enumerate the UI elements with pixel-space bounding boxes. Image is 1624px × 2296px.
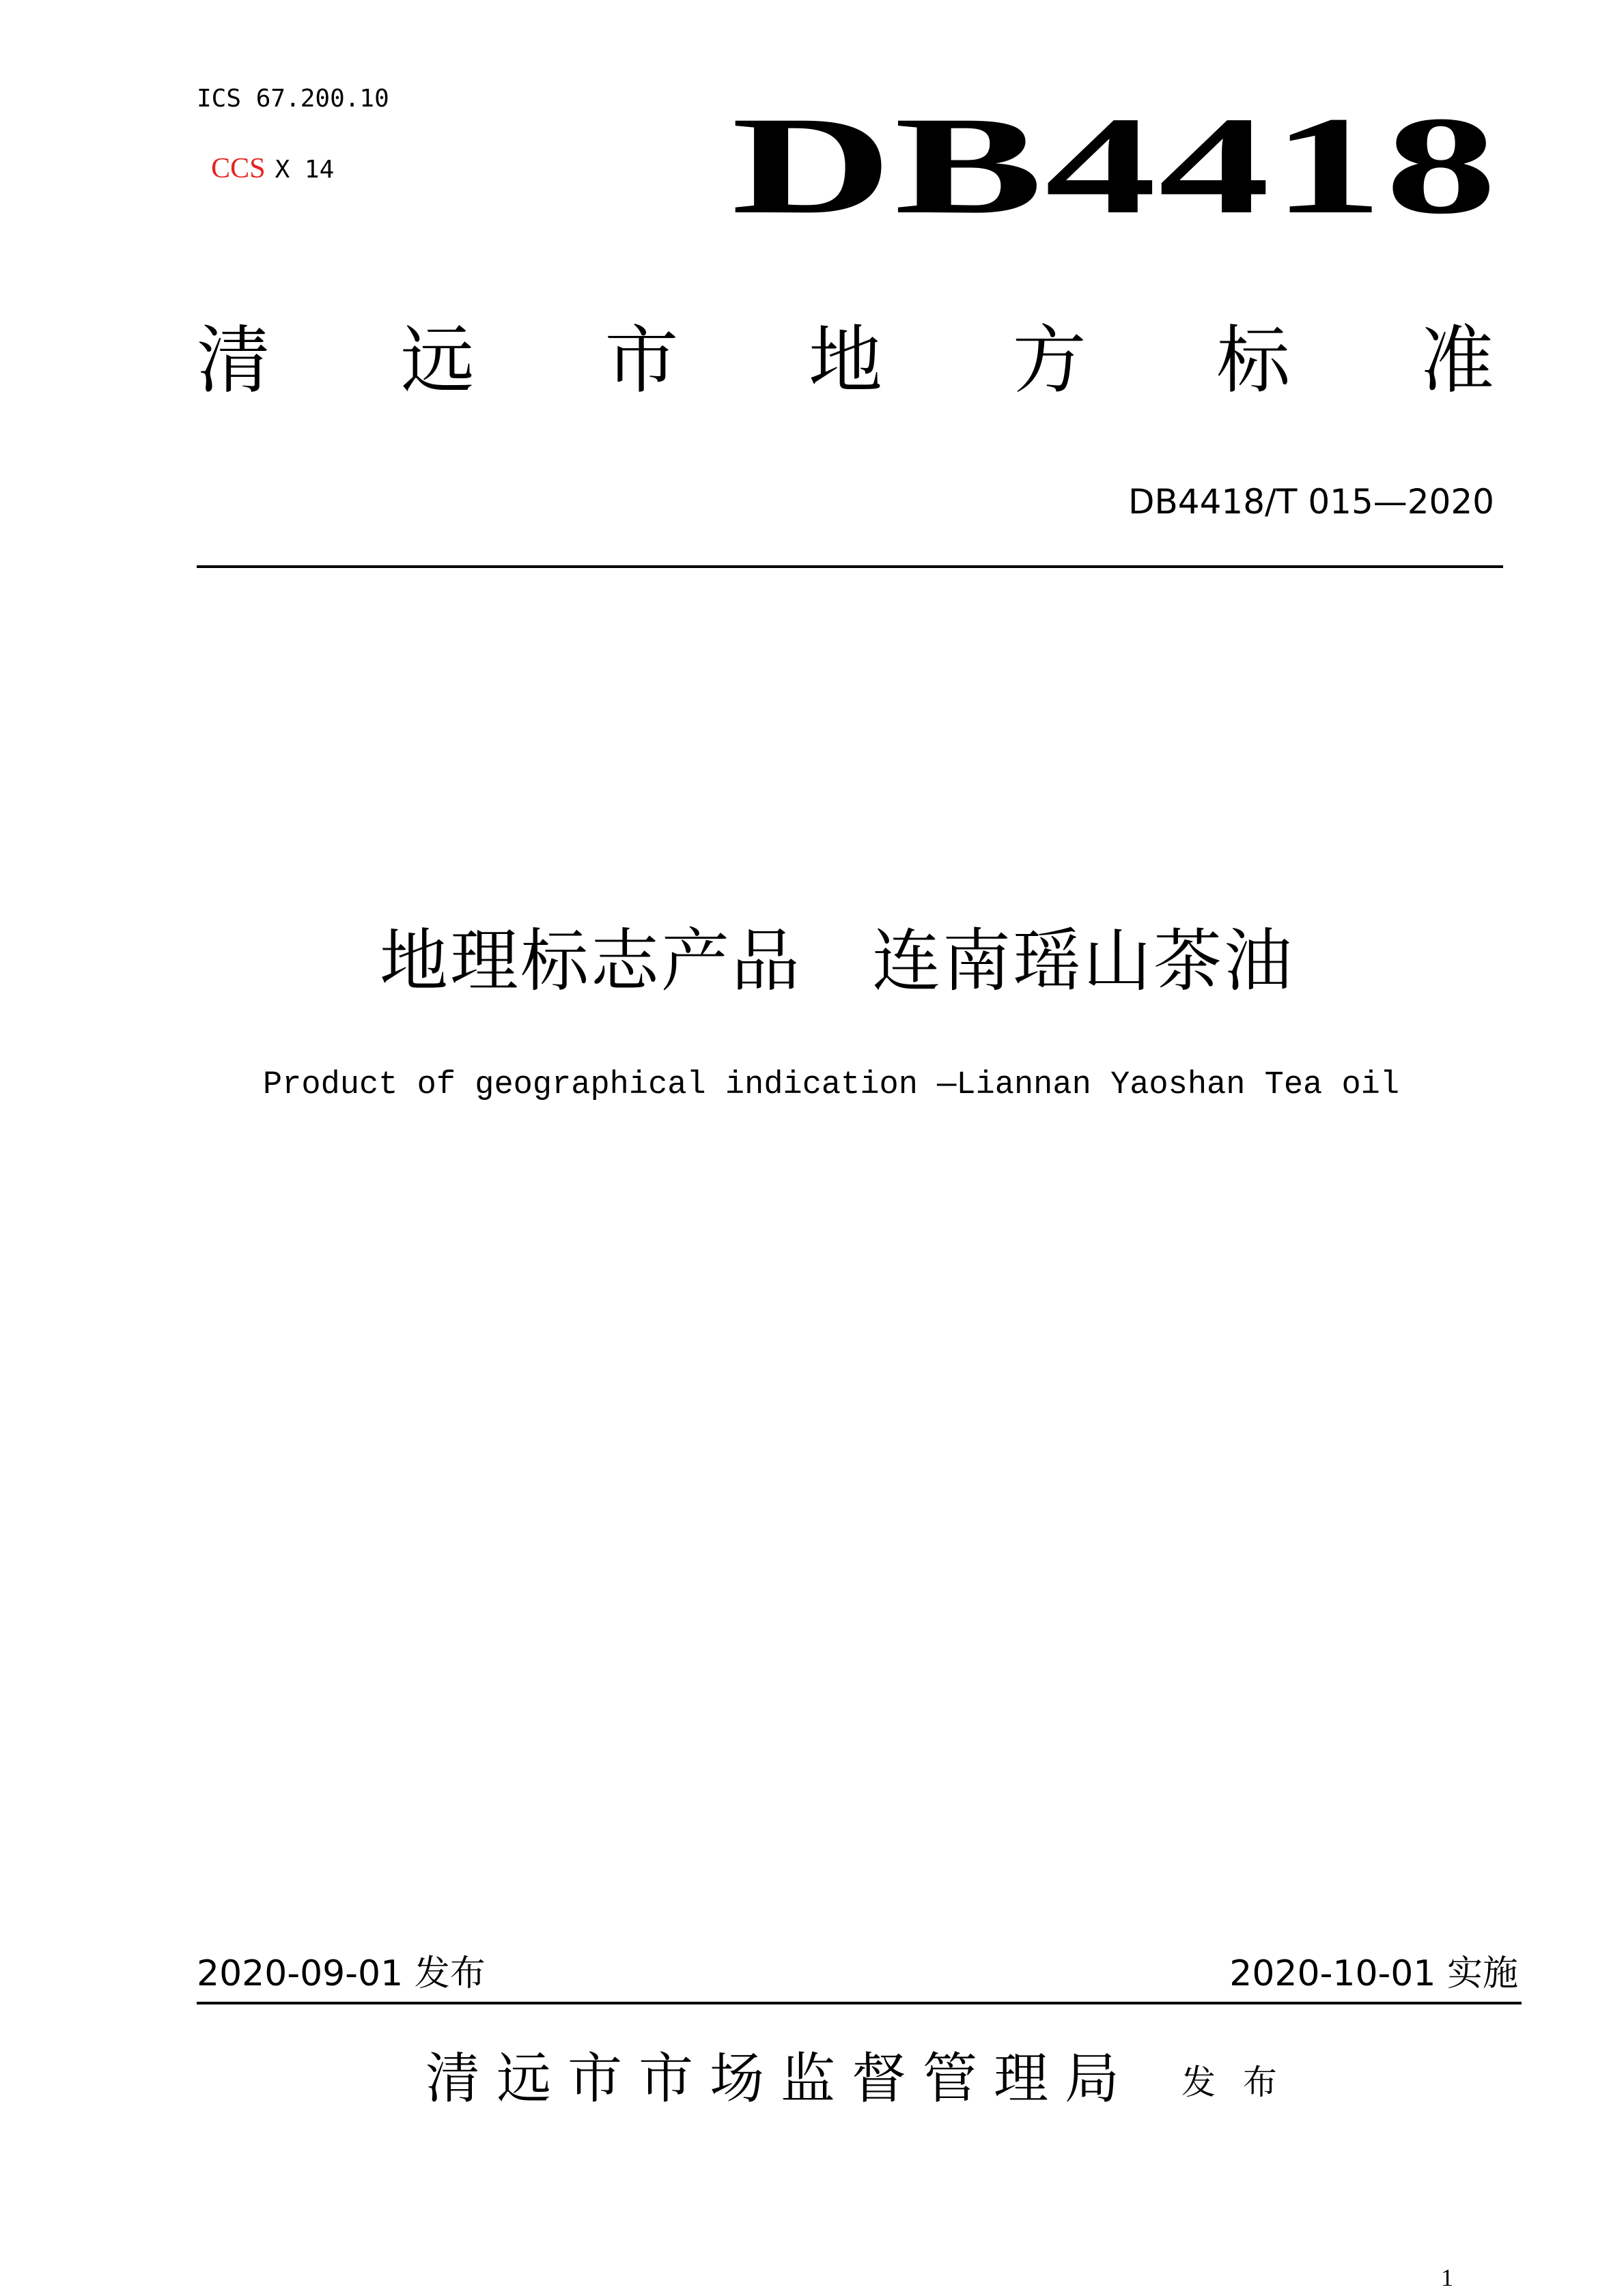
publish-date: 2020-09-01 发布 — [197, 1953, 486, 1994]
page-number: 1 — [1441, 2264, 1453, 2291]
standard-type-char: 准 — [1420, 318, 1494, 403]
bottom-divider — [197, 2002, 1522, 2004]
issuing-action: 发 布 — [1181, 2063, 1285, 2102]
ccs-label: CCS — [211, 153, 266, 184]
implementation-date: 2020-10-01 实施 — [1229, 1953, 1518, 1994]
top-divider — [197, 565, 1503, 568]
standard-type-char: 标 — [1216, 318, 1291, 403]
standard-number: DB4418/T 015—2020 — [1128, 482, 1494, 522]
ccs-code-row — [195, 128, 334, 183]
standard-type-heading — [197, 318, 1494, 403]
ccs-code: X 14 — [275, 156, 335, 184]
document-title-english: Product of geographical indication —Liannan Yaoshan Tea oil — [263, 1067, 1400, 1103]
standard-type-char: 市 — [604, 318, 679, 403]
standard-logo: DB4418 — [731, 88, 1499, 243]
issuing-authority: 清远市市场监督管理局 — [425, 2047, 1136, 2110]
standard-type-char: 地 — [808, 318, 882, 403]
standard-type-char: 远 — [400, 318, 475, 403]
ics-code: ICS 67.200.10 — [197, 85, 389, 113]
document-title-chinese: 地理标志产品 连南瑶山茶油 — [380, 921, 1294, 1001]
standard-type-char: 清 — [197, 318, 271, 403]
standard-type-char: 方 — [1012, 318, 1087, 403]
